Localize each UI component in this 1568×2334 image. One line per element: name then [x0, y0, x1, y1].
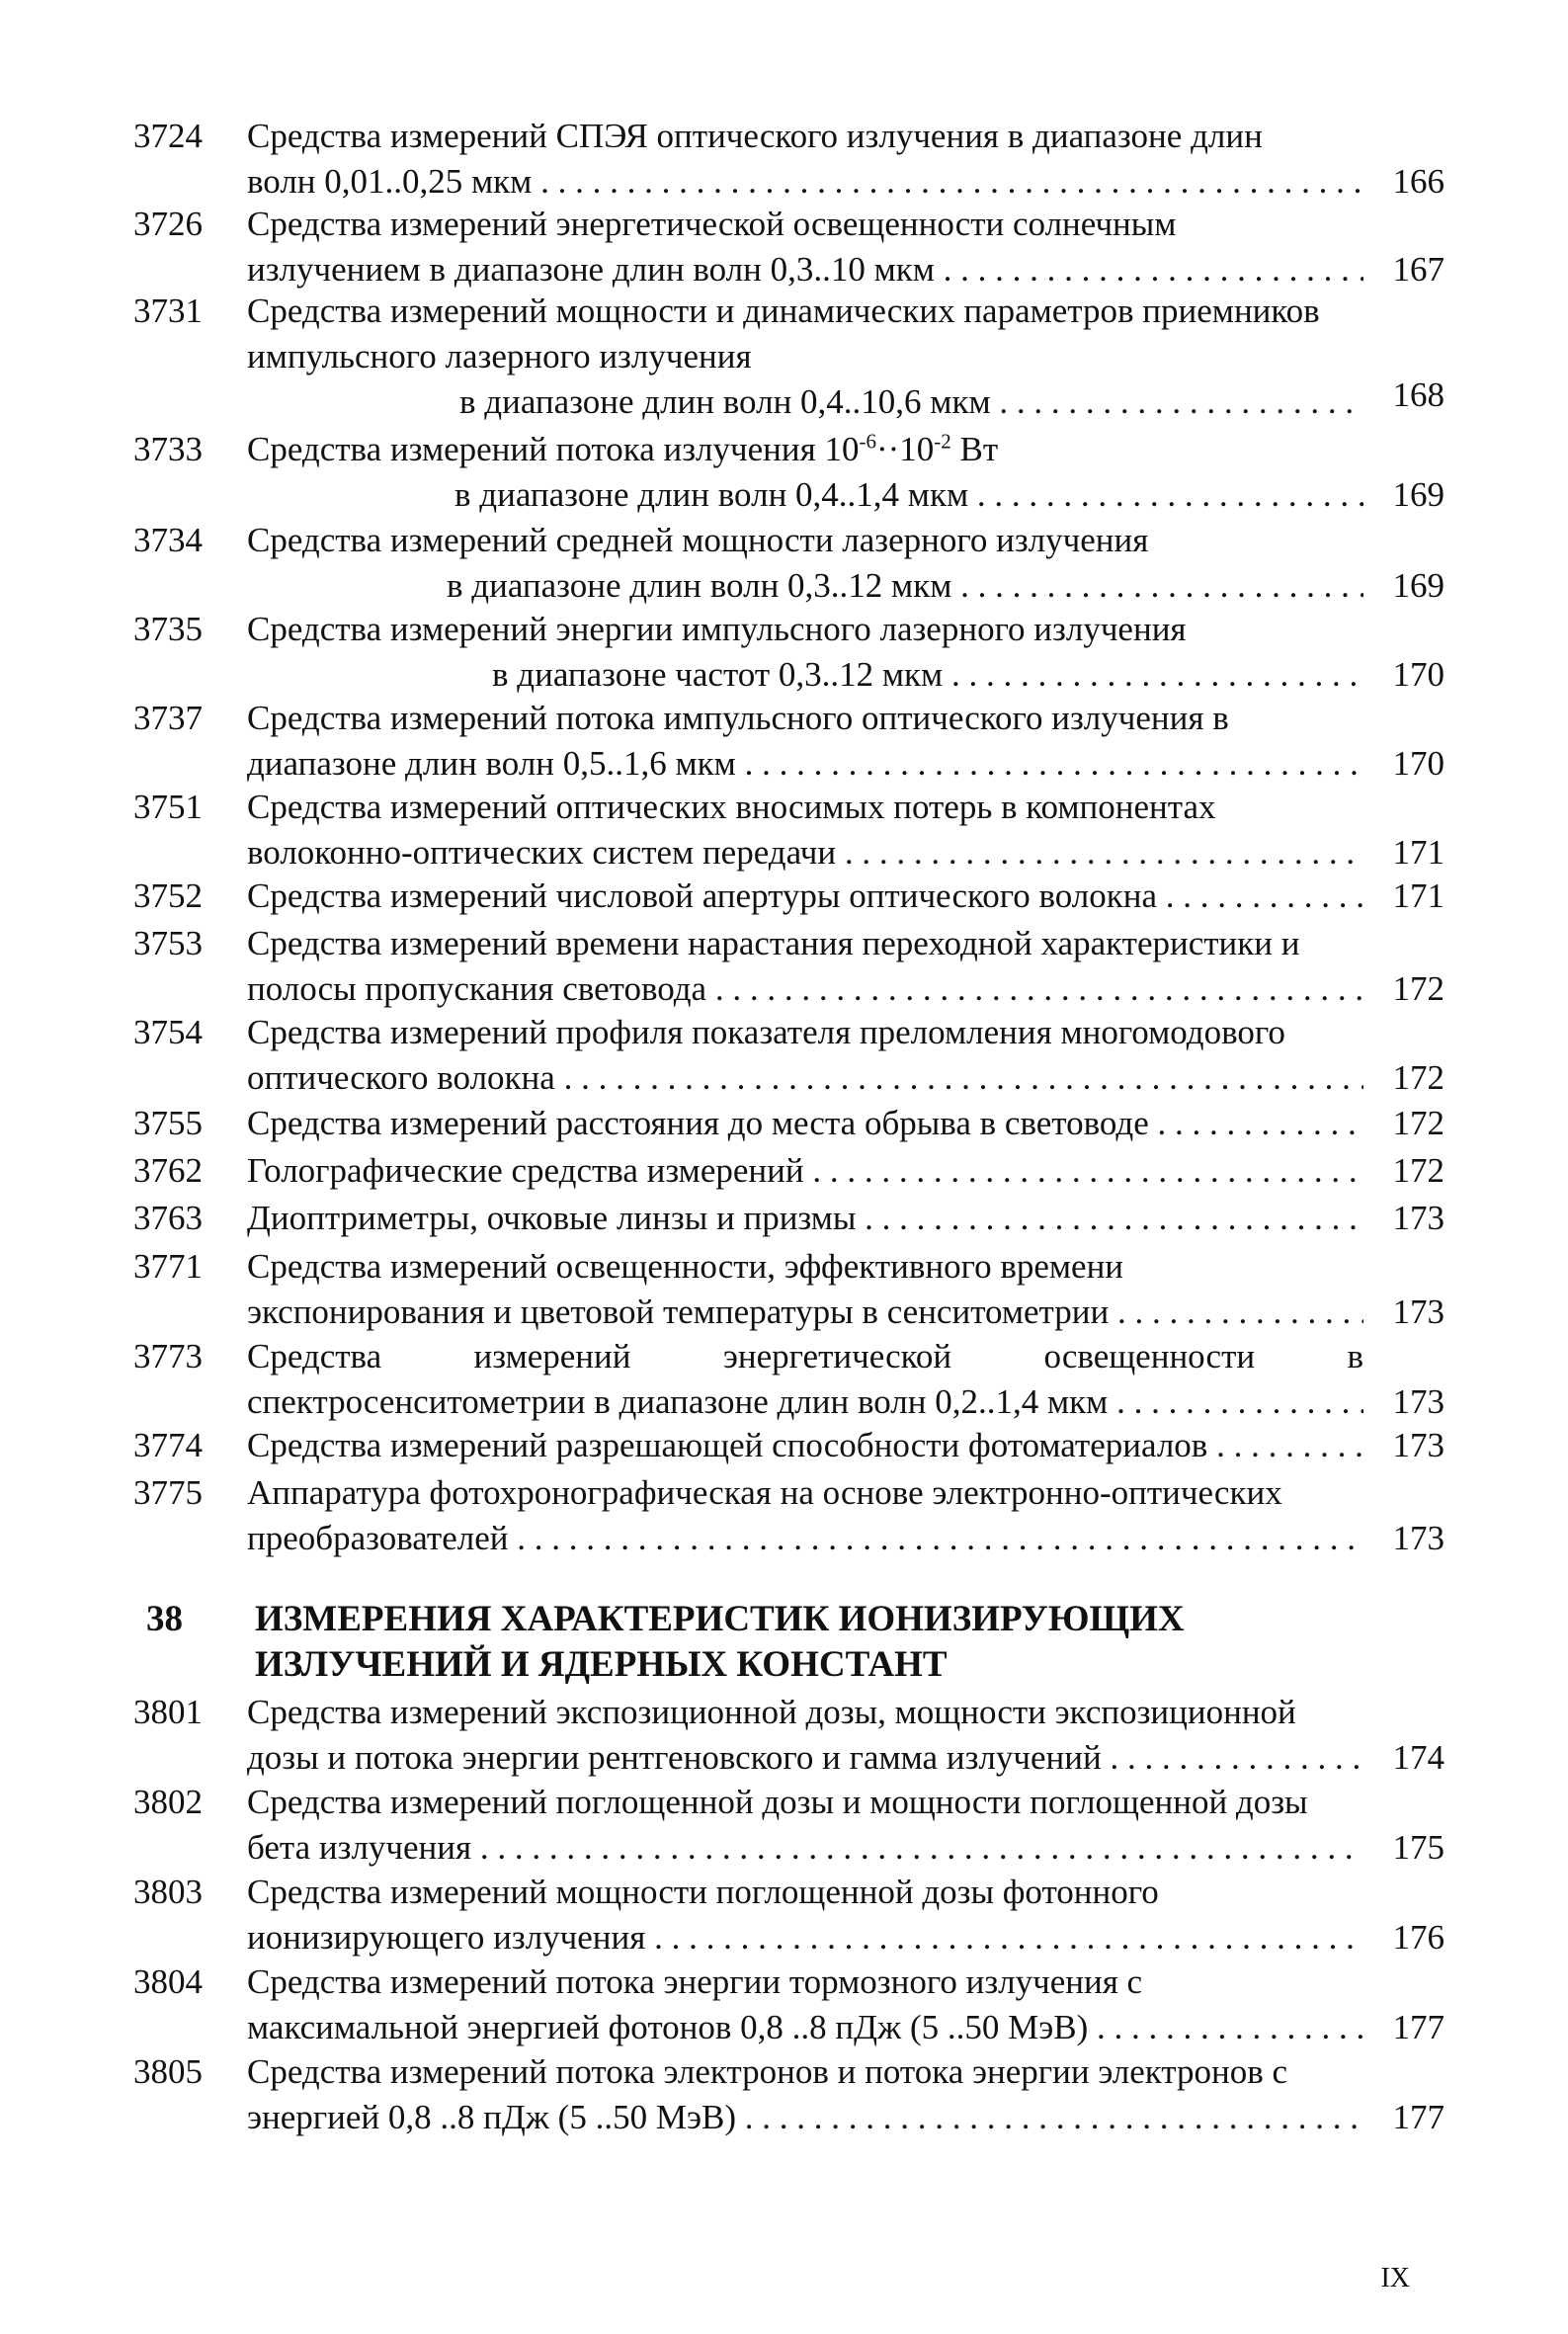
entry-page-number: 174 — [1392, 1738, 1444, 1777]
entry-page-number: 172 — [1392, 1104, 1444, 1142]
entry-code: 3771 — [133, 1247, 203, 1286]
entry-page-number: 173 — [1392, 1519, 1444, 1557]
entry-title-line1: Средства измерений СПЭЯ оптического излучения в диапазоне длин — [247, 117, 1263, 155]
title-text: Вт — [950, 430, 999, 468]
title-word: энергетической — [722, 1337, 952, 1375]
entry-title-line1: Средства измерений мощности и динамических параметров приемников — [247, 292, 1320, 330]
entry-code: 3763 — [133, 1199, 203, 1237]
entry-title-line1 — [247, 427, 998, 472]
section-title-line2: ИЗЛУЧЕНИЙ И ЯДЕРНЫХ КОНСТАНТ — [255, 1644, 948, 1685]
entry-title-line2: в диапазоне длин волн 0,4..1,4 мкм . . . — [454, 472, 1363, 518]
entry-title-line2: ионизирующего излучения . . . — [247, 1915, 1363, 1960]
entry-code: 3753 — [133, 924, 203, 962]
entry-title-line1: Средства измерений экспозиционной дозы, мощности экспозиционной — [247, 1693, 1296, 1731]
entry-code: 3726 — [133, 205, 203, 243]
entry-title-line2: волоконно-оптических систем передачи . . . — [247, 830, 1363, 875]
entry-code: 3737 — [133, 699, 203, 737]
entry-code: 3804 — [133, 1962, 203, 2001]
entry-code: 3724 — [133, 117, 203, 155]
entry-title-line1: Средства измерений времени нарастания переходной характеристики и — [247, 924, 1300, 962]
entry-page-number: 167 — [1392, 250, 1444, 289]
entry-page-number: 173 — [1392, 1382, 1444, 1421]
entry-page-number: 166 — [1392, 162, 1444, 201]
title-text: Средства измерений потока излучения 10 — [247, 430, 860, 468]
entry-code: 3734 — [133, 521, 203, 559]
entry-title-line1: Средства измерений средней мощности лазерного излучения — [247, 521, 1149, 559]
entry-title: Средства измерений расстояния до места обрыва в световоде . . . — [247, 1101, 1363, 1146]
entry-code: 3755 — [133, 1104, 203, 1142]
page-footer-number: IX — [1380, 2263, 1410, 2293]
entry-title-line2: спектросенситометрии в диапазоне длин волн 0,2..1,4 мкм . . . — [247, 1379, 1363, 1425]
entry-title-line2: импульсного лазерного излучения — [247, 337, 752, 375]
entry-page-number: 175 — [1392, 1828, 1444, 1867]
title-word: освещенности — [1043, 1337, 1256, 1375]
entry-title-line1: Аппаратура фотохронографическая на основе электронно-оптических — [247, 1473, 1282, 1512]
entry-page-number: 176 — [1392, 1918, 1444, 1957]
entry-title-line1: Средства измерений энергии импульсного лазерного излучения — [247, 610, 1187, 648]
entry-title-line2: максимальной энергией фотонов 0,8 ..8 пДж (5 ..50 МэВ) . . . — [247, 2005, 1363, 2050]
entry-title-line1: Средства измерений поглощенной дозы и мощности поглощенной дозы — [247, 1783, 1308, 1821]
entry-title-line1: Средства измерений потока электронов и потока энергии электронов с — [247, 2052, 1288, 2091]
superscript: -6 — [859, 429, 876, 454]
entry-title-line1: Средства измерений профиля показателя преломления многомодового — [247, 1013, 1285, 1051]
title-word: в — [1347, 1337, 1363, 1375]
entry-code: 3802 — [133, 1783, 203, 1821]
entry-page-number: 170 — [1392, 655, 1444, 694]
entry-title-line1: Средства измерений оптических вносимых потерь в компонентах — [247, 788, 1216, 826]
entry-title-line2: преобразователей . . . — [247, 1516, 1363, 1561]
entry-title: Средства измерений числовой апертуры оптического волокна . . . — [247, 874, 1363, 919]
entry-title-line2: волн 0,01..0,25 мкм . . . — [247, 159, 1363, 205]
entry-title-line2: экспонирования и цветовой температуры в сенситометрии . . . — [247, 1290, 1363, 1335]
entry-page-number: 169 — [1392, 475, 1444, 514]
title-text: ··10 — [875, 430, 935, 468]
entry-page-number: 168 — [1392, 375, 1444, 414]
entry-page-number: 169 — [1392, 566, 1444, 605]
entry-title-line1 — [247, 1334, 1363, 1379]
entry-code: 3803 — [133, 1873, 203, 1911]
entry-title-line2: полосы пропускания световода . . . — [247, 966, 1363, 1012]
entry-code: 3762 — [133, 1151, 203, 1190]
title-word: измерений — [473, 1337, 631, 1375]
section-title-line1: ИЗМЕРЕНИЯ ХАРАКТЕРИСТИК ИОНИЗИРУЮЩИХ — [255, 1599, 1185, 1639]
entry-title-line1: Средства измерений энергетической освещенности солнечным — [247, 205, 1177, 243]
entry-title-line2: оптического волокна . . . — [247, 1055, 1363, 1101]
entry-title-line2: дозы и потока энергии рентгеновского и гамма излучений . . . — [247, 1735, 1363, 1781]
entry-page-number: 170 — [1392, 744, 1444, 783]
entry-page-number: 173 — [1392, 1292, 1444, 1331]
entry-code: 3754 — [133, 1013, 203, 1051]
entry-title-line1: Средства измерений потока энергии тормозного излучения с — [247, 1962, 1143, 2001]
superscript: -2 — [934, 429, 951, 454]
entry-title-line1: Средства измерений освещенности, эффективного времени — [247, 1247, 1124, 1286]
entry-code: 3733 — [133, 430, 203, 468]
entry-title-line1: Средства измерений мощности поглощенной дозы фотонного — [247, 1873, 1159, 1911]
entry-page-number: 172 — [1392, 1058, 1444, 1097]
entry-page-number: 177 — [1392, 2098, 1444, 2136]
entry-page-number: 171 — [1392, 876, 1444, 915]
section-number: 38 — [146, 1599, 183, 1639]
entry-title-line1: Средства измерений потока импульсного оптического излучения в — [247, 699, 1229, 737]
entry-title: Диоптриметры, очковые линзы и призмы . . . — [247, 1196, 1363, 1241]
entry-code: 3752 — [133, 876, 203, 915]
entry-title-line2: энергией 0,8 ..8 пДж (5 ..50 МэВ) . . . — [247, 2095, 1363, 2140]
entry-code: 3775 — [133, 1473, 203, 1512]
entry-title-line2: излучением в диапазоне длин волн 0,3..10 мкм . . . — [247, 247, 1363, 292]
entry-code: 3731 — [133, 292, 203, 330]
entry-title: Средства измерений разрешающей способности фотоматериалов . . . — [247, 1423, 1363, 1468]
entry-page-number: 172 — [1392, 969, 1444, 1008]
entry-page-number: 173 — [1392, 1199, 1444, 1237]
entry-page-number: 177 — [1392, 2008, 1444, 2046]
entry-code: 3751 — [133, 788, 203, 826]
entry-code: 3805 — [133, 2052, 203, 2091]
title-word: Средства — [247, 1337, 382, 1375]
entry-page-number: 172 — [1392, 1151, 1444, 1190]
entry-title-line2: в диапазоне частот 0,3..12 мкм . . . — [492, 652, 1363, 698]
entry-code: 3735 — [133, 610, 203, 648]
entry-code: 3774 — [133, 1426, 203, 1464]
entry-page-number: 173 — [1392, 1426, 1444, 1464]
entry-code: 3801 — [133, 1693, 203, 1731]
entry-title-line2: диапазоне длин волн 0,5..1,6 мкм . . . — [247, 741, 1363, 787]
entry-title-line2: в диапазоне длин волн 0,3..12 мкм . . . — [447, 563, 1363, 609]
entry-code: 3773 — [133, 1337, 203, 1375]
entry-page-number: 171 — [1392, 833, 1444, 872]
entry-title-line2: бета излучения . . . — [247, 1825, 1363, 1871]
entry-title-line2: в диапазоне длин волн 0,4..10,6 мкм . . . — [459, 379, 1363, 425]
entry-title: Голографические средства измерений . . . — [247, 1148, 1363, 1194]
